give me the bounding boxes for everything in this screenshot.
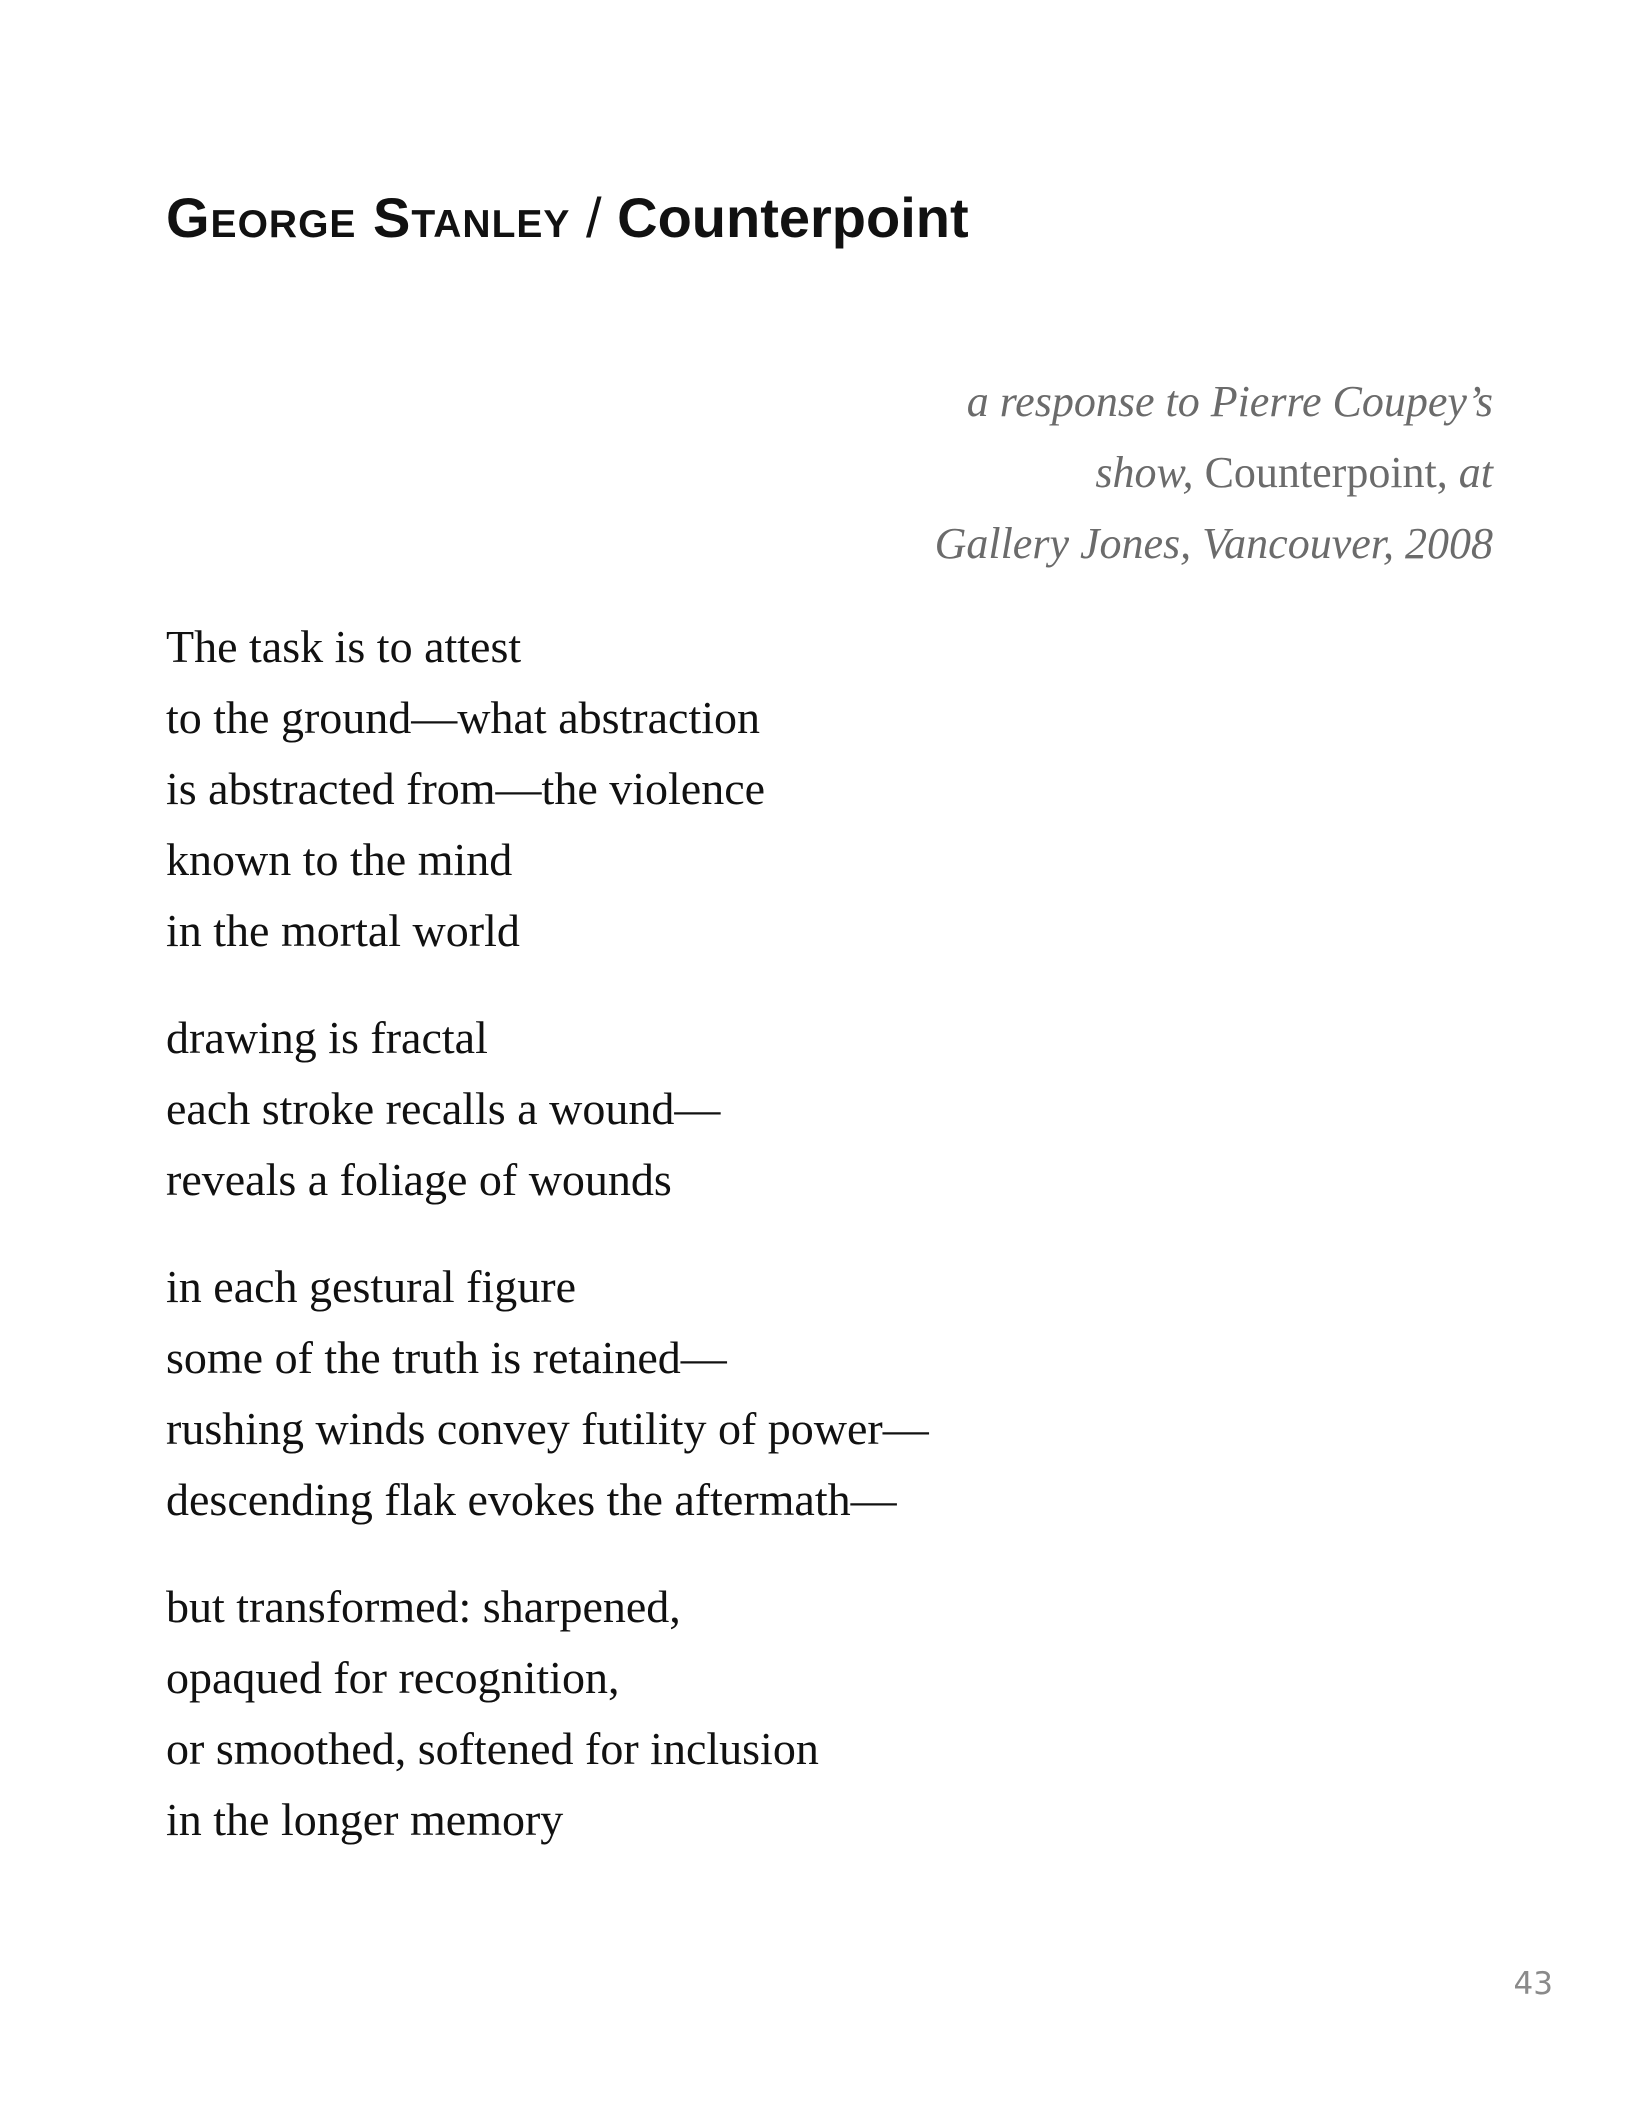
poem-line: in the mortal world — [166, 905, 520, 956]
stanza — [166, 1571, 929, 1855]
stanza — [166, 1002, 929, 1215]
poem-line: rushing winds convey futility of power— — [166, 1403, 929, 1454]
poem-line: known to the mind — [166, 834, 513, 885]
epigraph-work-title: Counterpoint, — [1204, 448, 1448, 497]
title-separator: / — [586, 186, 602, 249]
author-name: George Stanley — [166, 186, 571, 249]
poem-line: opaqued for recognition, — [166, 1652, 620, 1703]
poem-line: descending flak evokes the aftermath— — [166, 1474, 897, 1525]
epigraph-line: a response to Pierre Coupey’s — [966, 377, 1493, 426]
poem-line: reveals a foliage of wounds — [166, 1154, 672, 1205]
epigraph-line: Gallery Jones, Vancouver, 2008 — [934, 519, 1493, 568]
poem-line: drawing is fractal — [166, 1012, 488, 1063]
page-title — [166, 182, 969, 254]
poem-line: some of the truth is retained— — [166, 1332, 727, 1383]
poem-body — [166, 611, 929, 1855]
epigraph-line — [733, 437, 1493, 508]
epigraph — [733, 366, 1493, 579]
poem-line: each stroke recalls a wound— — [166, 1083, 721, 1134]
poem-line: in the longer memory — [166, 1794, 564, 1845]
stanza — [166, 1251, 929, 1535]
epigraph-italic-text: at — [1458, 448, 1493, 497]
stanza — [166, 611, 929, 966]
poem-line: in each gestural figure — [166, 1261, 576, 1312]
poem-line: to the ground—what abstraction — [166, 692, 761, 743]
poem-line: or smoothed, softened for inclusion — [166, 1723, 819, 1774]
page-number: 43 — [1513, 1966, 1553, 2002]
epigraph-italic-text: show, — [1095, 448, 1194, 497]
poem-line: but transformed: sharpened, — [166, 1581, 681, 1632]
poem-line: The task is to attest — [166, 621, 522, 672]
poem-line: is abstracted from—the violence — [166, 763, 766, 814]
poem-title: Counterpoint — [617, 186, 969, 249]
